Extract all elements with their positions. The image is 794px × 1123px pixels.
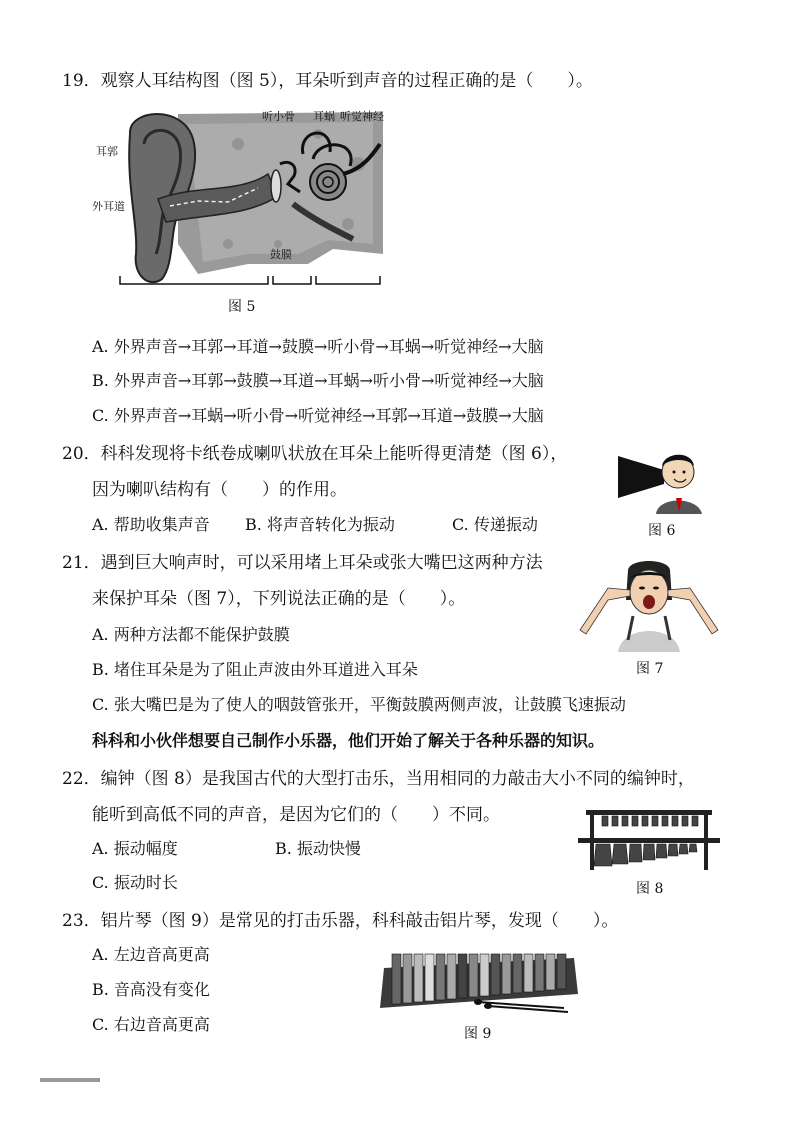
q20-option-a: A. 帮助收集声音 <box>92 515 210 534</box>
figure-9-caption: 图 9 <box>464 1026 492 1042</box>
figure-7-caption: 图 7 <box>636 661 664 677</box>
girl-covering-ears-figure <box>578 560 720 652</box>
q22-option-a: A. 振动幅度 <box>92 839 178 858</box>
q21-option-c: C. 张大嘴巴是为了使人的咽鼓管张开，平衡鼓膜两侧声波，让鼓膜飞速振动 <box>92 695 626 714</box>
label-eardrum: 鼓膜 <box>270 248 292 261</box>
boy-with-paper-horn-figure <box>616 446 706 514</box>
figure-8-caption: 图 8 <box>636 881 664 897</box>
q21-option-a: A. 两种方法都不能保护鼓膜 <box>92 625 290 644</box>
label-auricle: 耳郭 <box>96 145 118 158</box>
q23-option-c: C. 右边音高更高 <box>92 1015 210 1034</box>
q21-stem-line2: 来保护耳朵（图 7），下列说法正确的是（ ）。 <box>92 589 466 609</box>
q22-option-c: C. 振动时长 <box>92 873 178 892</box>
q22-stem-line1: 22．编钟（图 8）是我国古代的大型打击乐，当用相同的力敲击大小不同的编钟时， <box>62 769 695 789</box>
q19-option-c: C. 外界声音→耳蜗→听小骨→听觉神经→耳郭→耳道→鼓膜→大脑 <box>92 406 544 425</box>
q20-option-c: C. 传递振动 <box>452 515 538 534</box>
label-ossicles: 听小骨 <box>262 110 295 123</box>
bianzhong-bells-figure <box>576 808 722 874</box>
ear-structure-figure <box>118 104 393 294</box>
q23-stem: 23．铝片琴（图 9）是常见的打击乐器，科科敲击铝片琴，发现（ ）。 <box>62 911 619 931</box>
figure-6-caption: 图 6 <box>648 523 676 539</box>
q19-option-b: B. 外界声音→耳郭→鼓膜→耳道→耳蜗→听小骨→听觉神经→大脑 <box>92 371 544 390</box>
q21-stem-line1: 21．遇到巨大响声时，可以采用堵上耳朵或张大嘴巴这两种方法 <box>62 553 543 573</box>
q20-option-b: B. 将声音转化为振动 <box>245 515 395 534</box>
q23-option-a: A. 左边音高更高 <box>92 945 210 964</box>
q20-stem-line1: 20．科科发现将卡纸卷成喇叭状放在耳朵上能听得更清楚（图 6）， <box>62 444 568 464</box>
q19-stem: 19．观察人耳结构图（图 5），耳朵听到声音的过程正确的是（ ）。 <box>62 71 593 91</box>
q23-option-b: B. 音高没有变化 <box>92 980 210 999</box>
section-intro: 科科和小伙伴想要自己制作小乐器，他们开始了解关于各种乐器的知识。 <box>92 731 605 750</box>
label-cochlea: 耳蜗 <box>313 110 335 123</box>
label-auditory-nerve: 听觉神经 <box>340 110 384 123</box>
footer-smudge <box>40 1078 100 1082</box>
q19-option-a: A. 外界声音→耳郭→耳道→鼓膜→听小骨→耳蜗→听觉神经→大脑 <box>92 337 544 356</box>
q22-stem-line2: 能听到高低不同的声音，是因为它们的（ ）不同。 <box>92 805 500 825</box>
q21-option-b: B. 堵住耳朵是为了阻止声波由外耳道进入耳朵 <box>92 660 418 679</box>
q20-stem-line2: 因为喇叭结构有（ ）的作用。 <box>92 480 347 500</box>
figure-5-caption: 图 5 <box>228 299 256 315</box>
q22-option-b: B. 振动快慢 <box>275 839 361 858</box>
label-ear-canal: 外耳道 <box>92 200 125 213</box>
xylophone-figure <box>378 950 580 1018</box>
